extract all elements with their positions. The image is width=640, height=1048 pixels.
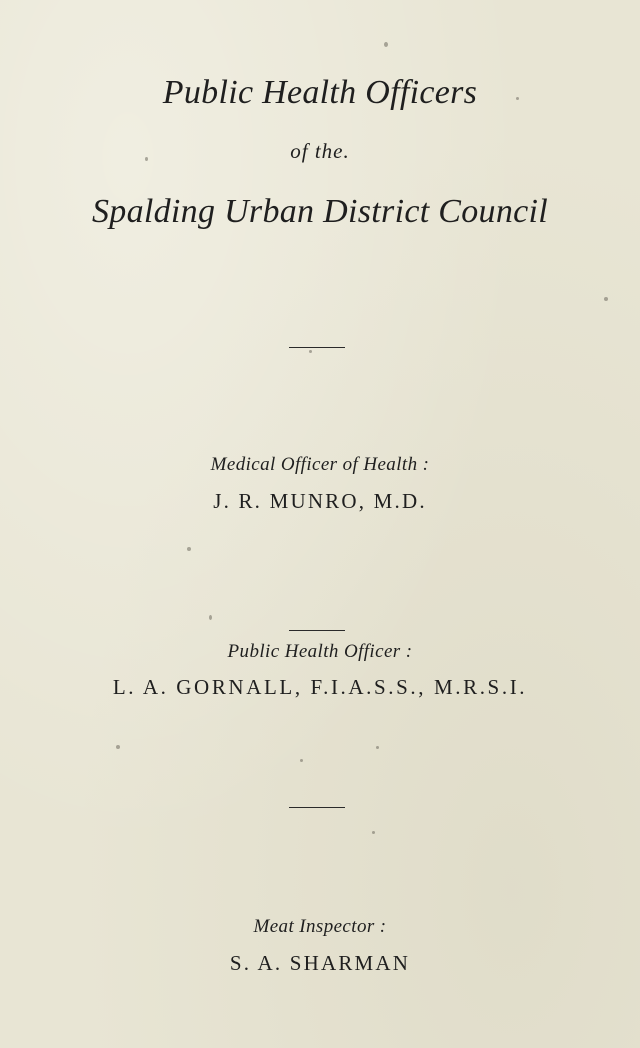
paper-speck: [376, 746, 379, 749]
medical-officer-role: Medical Officer of Health :: [210, 454, 430, 475]
medical-officer-name: J. R. MUNRO, M.D.: [213, 489, 427, 513]
paper-speck: [372, 831, 375, 834]
public-health-officer-role: Public Health Officer :: [227, 641, 413, 662]
connector-text: of the.: [290, 139, 350, 163]
section-divider: [289, 347, 345, 348]
public-health-officer-name: L. A. GORNALL, F.I.A.S.S., M.R.S.I.: [112, 675, 528, 699]
paper-speck: [187, 547, 191, 551]
paper-speck: [116, 745, 120, 749]
section-divider: [289, 807, 345, 808]
council-name: Spalding Urban District Council: [91, 193, 549, 230]
section-divider: [289, 630, 345, 631]
paper-speck: [516, 97, 519, 100]
paper-speck: [300, 759, 303, 762]
paper-speck: [604, 297, 608, 301]
meat-inspector-name: S. A. SHARMAN: [229, 951, 411, 975]
document-title: Public Health Officers: [162, 74, 478, 111]
meat-inspector-role: Meat Inspector :: [253, 916, 387, 937]
paper-speck: [384, 42, 388, 47]
paper-speck: [309, 350, 312, 353]
paper-speck: [145, 157, 148, 161]
paper-speck: [209, 615, 212, 620]
